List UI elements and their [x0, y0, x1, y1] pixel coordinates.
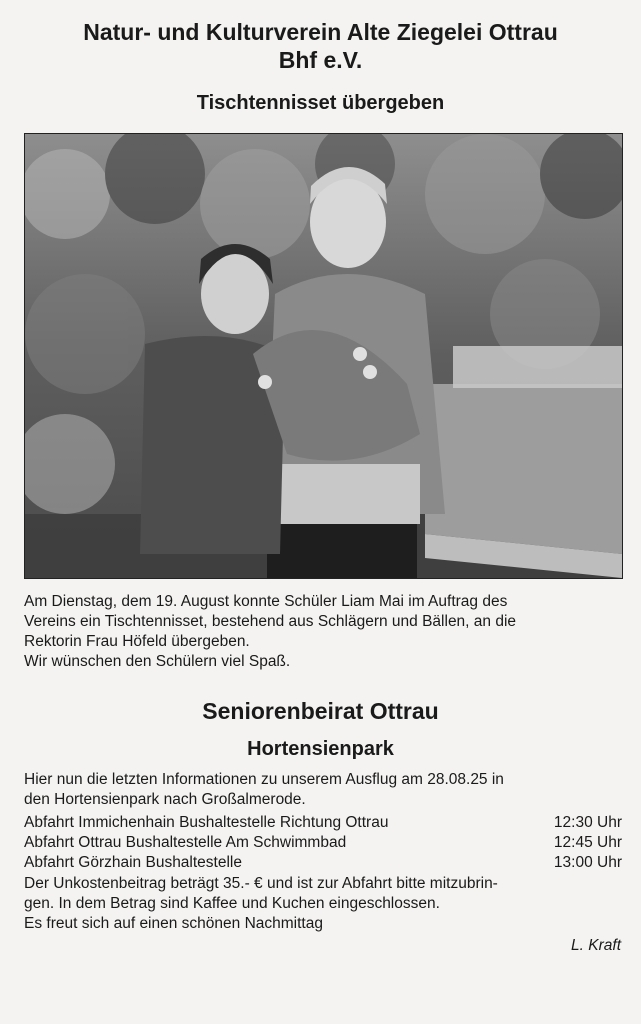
article2-intro-line: Hier nun die letzten Informationen zu unserem Ausflug am 28.08.25 in	[24, 771, 504, 788]
article2-intro	[24, 770, 624, 810]
departure-label: Abfahrt Görzhain Bushaltestelle	[24, 854, 242, 871]
article2-subtitle: Hortensienpark	[247, 738, 394, 760]
club-name-line2: Bhf e.V.	[278, 47, 363, 73]
departure-row	[24, 833, 622, 853]
article1-body-line: Am Dienstag, dem 19. August konnte Schüler Liam Mai im Auftrag des	[24, 593, 508, 610]
article2-intro-line: den Hortensienpark nach Großalmerode.	[24, 791, 306, 808]
article2-closing-line: gen. In dem Betrag sind Kaffee und Kuchen eingeschlossen.	[24, 895, 440, 912]
article1-body-line: Wir wünschen den Schülern viel Spaß.	[24, 653, 291, 670]
departure-time: 12:45 Uhr	[553, 834, 622, 851]
club-name-line1: Natur- und Kulturverein Alte Ziegelei Ottrau	[83, 19, 558, 45]
article2-closing-line: Der Unkostenbeitrag beträgt 35.- € und ist zur Abfahrt bitte mitzubrin-	[24, 875, 498, 892]
departure-time: 12:30 Uhr	[553, 814, 622, 831]
departure-label: Abfahrt Immichenhain Bushaltestelle Richtung Ottrau	[24, 814, 389, 831]
article2-closing-line: Es freut sich auf einen schönen Nachmittag	[24, 915, 323, 932]
photo-ping-pong-table	[425, 346, 622, 578]
article2-closing	[24, 874, 624, 934]
departure-time: 13:00 Uhr	[553, 854, 622, 871]
article1-body	[24, 592, 624, 672]
article1-body-line: Vereins ein Tischtennisset, bestehend aus Schlägern und Bällen, an die	[24, 613, 517, 630]
departure-label: Abfahrt Ottrau Bushaltestelle Am Schwimmbad	[24, 834, 347, 851]
article2-title: Seniorenbeirat Ottrau	[202, 698, 439, 724]
signature: L. Kraft	[571, 937, 621, 954]
departure-row	[24, 853, 622, 873]
article1-body-line: Rektorin Frau Höfeld übergeben.	[24, 633, 250, 650]
departure-row	[24, 813, 622, 833]
article1-title: Tischtennisset übergeben	[196, 92, 445, 114]
article-photo	[24, 133, 623, 579]
